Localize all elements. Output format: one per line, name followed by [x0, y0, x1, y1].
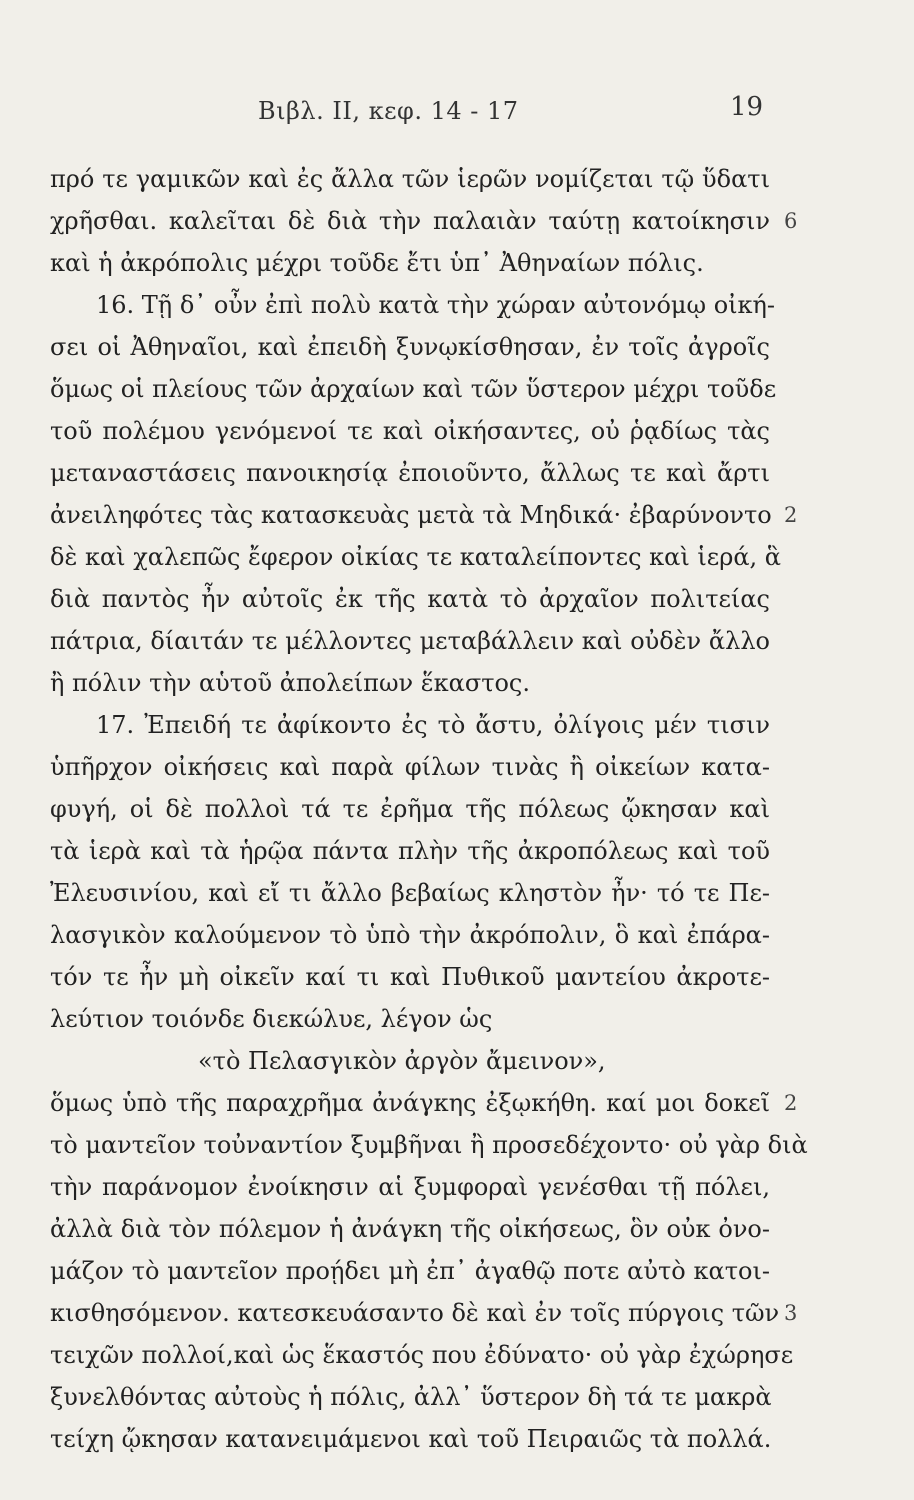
text-line: τὴν παράνομον ἐνοίκησιν αἱ ξυμφοραὶ γενέσθαι τῇ πόλει,: [50, 1173, 770, 1201]
margin-line-number: 6: [784, 209, 798, 233]
text-line: ἀλλὰ διὰ τὸν πόλεμον ἡ ἀνάγκη τῆς οἰκήσεως, ὃν οὐκ ὀνο-: [50, 1215, 770, 1243]
body-text: [50, 158, 808, 1460]
text-line: χρῆσθαι. καλεῖται δὲ διὰ τὴν παλαιὰν ταύτῃ κατοίκησιν 6: [50, 200, 770, 242]
text-line: καὶ ἡ ἀκρόπολις μέχρι τοῦδε ἔτι ὑπ᾽ Ἀθηναίων πόλις.: [50, 249, 704, 277]
margin-line-number: 2: [784, 503, 798, 527]
text-line: τὸ μαντεῖον τοὐναντίον ξυμβῆναι ἢ προσεδέχοντο· οὐ γὰρ διὰ: [50, 1131, 808, 1159]
text-line: μάζον τὸ μαντεῖον προῄδει μὴ ἐπ᾽ ἀγαθῷ ποτε αὐτὸ κατοι-: [50, 1257, 770, 1285]
section-start-line: 17. Ἐπειδή τε ἀφίκοντο ἐς τὸ ἄστυ, ὀλίγοις μέν τισιν: [96, 711, 770, 739]
running-header: Βιβλ. II, κεφ. 14 - 17: [258, 97, 519, 125]
text-line: λασγικὸν καλούμενον τὸ ὑπὸ τὴν ἀκρόπολιν, ὃ καὶ ἐπάρα-: [50, 921, 770, 949]
text-line: ὅμως οἱ πλείους τῶν ἀρχαίων καὶ τῶν ὕστερον μέχρι τοῦδε: [50, 375, 777, 403]
text-line: ὅμως ὑπὸ τῆς παραχρῆμα ἀνάγκης ἐξῳκήθη. καί μοι δοκεῖ 2: [50, 1082, 770, 1124]
page-number: 19: [730, 92, 764, 122]
text-line: ξυνελθόντας αὐτοὺς ἡ πόλις, ἀλλ᾽ ὕστερον δὴ τά τε μακρὰ: [50, 1383, 772, 1411]
text-line: Ἐλευσινίου, καὶ εἴ τι ἄλλο βεβαίως κληστὸν ἦν· τό τε Πε-: [50, 879, 770, 907]
text-line: κισθησόμενον. κατεσκευάσαντο δὲ καὶ ἐν τοῖς πύργοις τῶν 3: [50, 1292, 770, 1334]
text-line: πάτρια, δίαιτάν τε μέλλοντες μεταβάλλειν καὶ οὐδὲν ἄλλο: [50, 627, 770, 655]
text-line: ἀνειληφότες τὰς κατασκευὰς μετὰ τὰ Μηδικά· ἐβαρύνοντο 2: [50, 494, 770, 536]
text-line: ἢ πόλιν τὴν αὑτοῦ ἀπολείπων ἕκαστος.: [50, 669, 530, 697]
text-line: λεύτιον τοιόνδε διεκώλυε, λέγον ὡς: [50, 1005, 493, 1033]
text-line: τοῦ πολέμου γενόμενοί τε καὶ οἰκήσαντες, οὐ ῥᾳδίως τὰς: [50, 417, 770, 445]
text-line: τειχῶν πολλοί,καὶ ὡς ἕκαστός που ἐδύνατο· οὐ γὰρ ἐχώρησε: [50, 1341, 794, 1369]
margin-line-number: 3: [784, 1301, 798, 1325]
section-start-line: 16. Τῇ δ᾽ οὖν ἐπὶ πολὺ κατὰ τὴν χώραν αὐτονόμῳ οἰκή-: [96, 291, 776, 319]
text-line: σει οἱ Ἀθηναῖοι, καὶ ἐπειδὴ ξυνῳκίσθησαν, ἐν τοῖς ἀγροῖς: [50, 333, 770, 361]
text-line: τὰ ἱερὰ καὶ τὰ ἡρῷα πάντα πλὴν τῆς ἀκροπόλεως καὶ τοῦ: [50, 837, 770, 865]
oracle-quote-line: «τὸ Πελασγικὸν ἀργὸν ἄμεινον»,: [198, 1047, 606, 1075]
text-line: διὰ παντὸς ἦν αὐτοῖς ἐκ τῆς κατὰ τὸ ἀρχαῖον πολιτείας: [50, 585, 770, 613]
text-line: φυγή, οἱ δὲ πολλοὶ τά τε ἐρῆμα τῆς πόλεως ᾤκησαν καὶ: [50, 795, 770, 823]
text-line: τόν τε ἦν μὴ οἰκεῖν καί τι καὶ Πυθικοῦ μαντείου ἀκροτε-: [50, 963, 770, 991]
text-line: τείχη ᾤκησαν κατανειμάμενοι καὶ τοῦ Πειραιῶς τὰ πολλά.: [50, 1425, 772, 1453]
margin-line-number: 2: [784, 1091, 798, 1115]
text-line: δὲ καὶ χαλεπῶς ἔφερον οἰκίας τε καταλείποντες καὶ ἱερά, ἃ: [50, 543, 782, 571]
text-line: ὑπῆρχον οἰκήσεις καὶ παρὰ φίλων τινὰς ἢ οἰκείων κατα-: [50, 753, 770, 781]
text-line: μεταναστάσεις πανοικησίᾳ ἐποιοῦντο, ἄλλως τε καὶ ἄρτι: [50, 459, 770, 487]
text-line: πρό τε γαμικῶν καὶ ἐς ἄλλα τῶν ἱερῶν νομίζεται τῷ ὕδατι: [50, 165, 770, 193]
